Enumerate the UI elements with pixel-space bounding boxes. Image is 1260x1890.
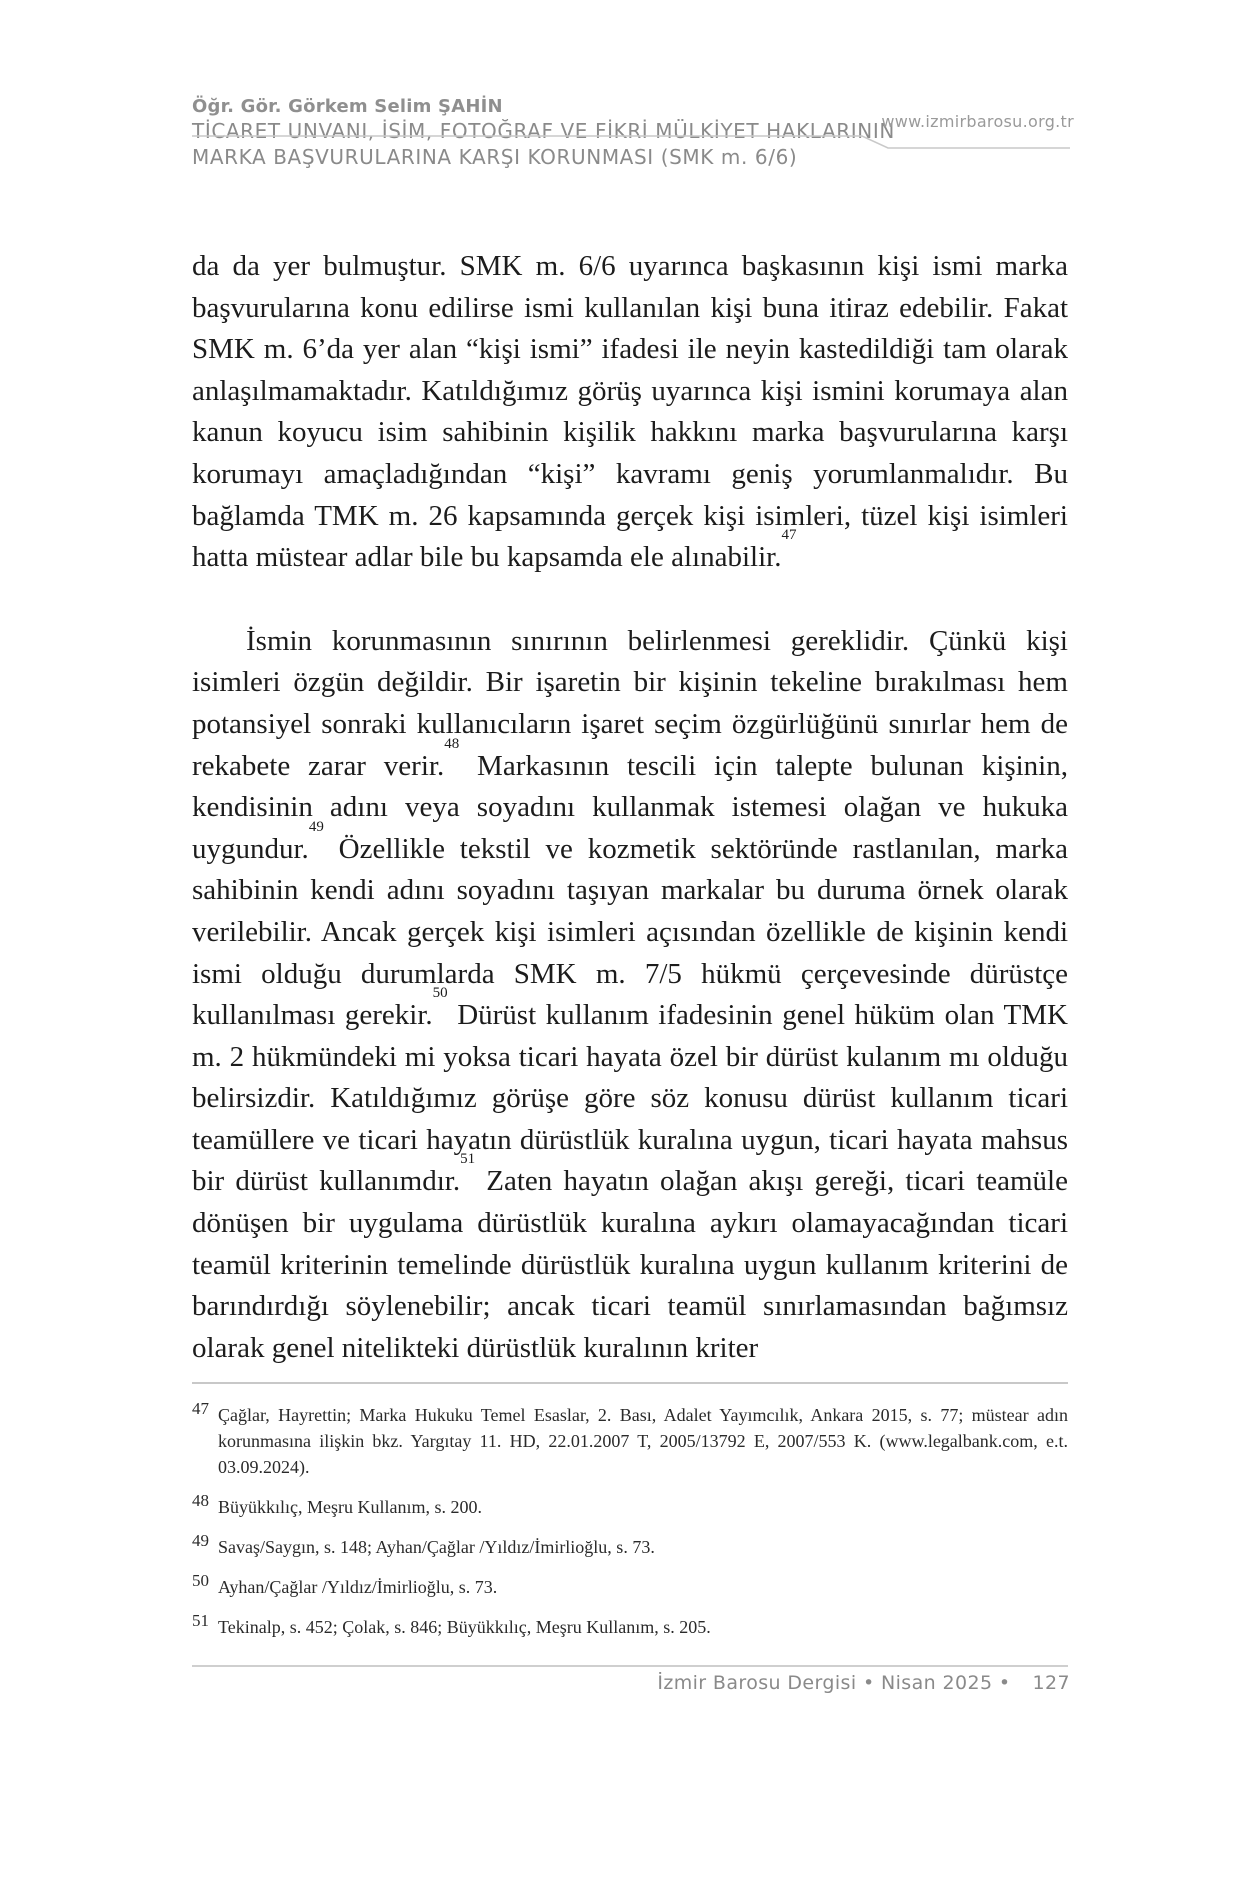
paragraph-2-text-d: Dürüst kullanım ifadesinin genel hüküm olan TMK m. 2 hükmündeki mi yoksa ticari hayata özel bir dürüst kulanım mı olduğu belirsizdir. Katıldığımız görüşe göre söz konusu dürüst kullanım ticari teamüllere ve ticari hayatın dürüstlük kuralına uygun, ticari hayata mahsus bir dürüst kullanımdır. xyxy=(192,999,1068,1198)
footnote-number: 48 xyxy=(192,1491,209,1510)
journal-name: İzmir Barosu Dergisi • Nisan 2025 • xyxy=(657,1672,1011,1694)
author-name: Öğr. Gör. Görkem Selim ŞAHİN xyxy=(192,96,503,117)
footnote-number: 50 xyxy=(192,1571,209,1590)
website-link[interactable]: www.izmirbarosu.org.tr xyxy=(881,112,1074,131)
footnote-text: Tekinalp, s. 452; Çolak, s. 846; Büyükkılıç, Meşru Kullanım, s. 205. xyxy=(218,1617,711,1637)
footnote-ref-48[interactable]: 48 xyxy=(444,735,460,752)
paragraph-2-text-c: Özellikle tekstil ve kozmetik sektöründe rastlanılan, marka sahibinin kendi adını soyadını taşıyan markalar bu duruma örnek olarak verilebilir. Ancak gerçek kişi isimleri açısından özellikle de kişinin kendi ismi olduğu durumlarda SMK m. 7/5 hükmü çerçevesinde dürüstçe kullanılması gerekir. xyxy=(192,832,1068,1032)
footnote-number: 51 xyxy=(192,1611,209,1630)
footnote-text: Büyükkılıç, Meşru Kullanım, s. 200. xyxy=(218,1497,482,1517)
body-text xyxy=(192,246,1068,1369)
footnote-text: Savaş/Saygın, s. 148; Ayhan/Çağlar /Yıldız/İmirlioğlu, s. 73. xyxy=(218,1537,655,1557)
footnote-text: Çağlar, Hayrettin; Marka Hukuku Temel Esaslar, 2. Bası, Adalet Yayımcılık, Ankara 2015, s. 77; müstear adın korunmasına ilişkin bkz. Yargıtay 11. HD, 22.01.2007 T, 2005/13792 E, 2007/553 K. (www.legalbank.com, e.t. 03.09.2024). xyxy=(218,1405,1068,1477)
paragraph-1 xyxy=(192,246,1068,579)
footnote-51 xyxy=(192,1611,1068,1640)
footnote-ref-49[interactable]: 49 xyxy=(308,818,324,835)
footnote-ref-50[interactable]: 50 xyxy=(432,985,448,1002)
footnote-48 xyxy=(192,1491,1068,1520)
footnote-ref-47[interactable]: 47 xyxy=(781,527,797,544)
footnote-47 xyxy=(192,1399,1068,1480)
footnote-ref-51[interactable]: 51 xyxy=(460,1151,476,1168)
footnote-text: Ayhan/Çağlar /Yıldız/İmirlioğlu, s. 73. xyxy=(218,1577,498,1597)
running-header xyxy=(192,96,1192,170)
article-title-line-2: MARKA BAŞVURULARINA KARŞI KORUNMASI (SMK m. 6/6) xyxy=(192,145,798,169)
footnote-49 xyxy=(192,1531,1068,1560)
footer-divider xyxy=(192,1665,1068,1667)
paragraph-2-text-b: Markasının tescili için talepte bulunan kişinin, kendisinin adını veya soyadını kullanmak istemesi olağan ve hukuka uygundur. xyxy=(192,749,1068,865)
footnote-50 xyxy=(192,1571,1068,1600)
footnotes xyxy=(192,1399,1068,1654)
page-footer xyxy=(657,1672,1070,1694)
paragraph-1-text: da da yer bulmuştur. SMK m. 6/6 uyarınca başkasının kişi ismi marka başvurularına konu edilirse ismi kullanılan kişi buna itiraz edebilir. Fakat SMK m. 6’da yer alan “kişi ismi” ifadesi ile neyin kastedildiği tam olarak anlaşılmamaktadır. Katıldığımız görüş uyarınca kişi ismini korumaya alan kanun koyucu isim sahibinin kişilik hakkını marka başvurularına karşı korumayı amaçladığından “kişi” kavramı geniş yorumlanmalıdır. Bu bağlamda TMK m. 26 kapsamında gerçek kişi isimleri, tüzel kişi isimleri hatta müstear adlar bile bu kapsamda ele alınabilir. xyxy=(192,250,1068,574)
paragraph-2-text-a: İsmin korunmasının sınırının belirlenmesi gereklidir. Çünkü kişi isimleri özgün değildir. Bir işaretin bir kişinin tekeline bırakılması hem potansiyel sonraki kullanıcıların işaret seçim özgürlüğünü sınırlar hem de rekabete zarar verir. xyxy=(192,624,1068,782)
paragraph-2-text-e: Zaten hayatın olağan akışı gereği, ticari teamüle dönüşen bir uygulama dürüstlük kuralına aykırı olamayacağından ticari teamül kriterinin temelinde dürüstlük kuralına uygun kullanım kriterini de barındırdığı söylenebilir; ancak ticari teamül sınırlamasından bağımsız olarak genel nitelikteki dürüstlük kuralının kriter xyxy=(192,1165,1068,1364)
footnote-number: 49 xyxy=(192,1531,209,1550)
footnote-number: 47 xyxy=(192,1399,209,1418)
footnote-divider xyxy=(192,1382,1068,1384)
page-number: 127 xyxy=(1032,1672,1070,1694)
paragraph-2 xyxy=(192,621,1068,1370)
article-title-line-1: TİCARET UNVANI, İSİM, FOTOĞRAF VE FİKRİ MÜLKİYET HAKLARININ xyxy=(192,119,895,143)
